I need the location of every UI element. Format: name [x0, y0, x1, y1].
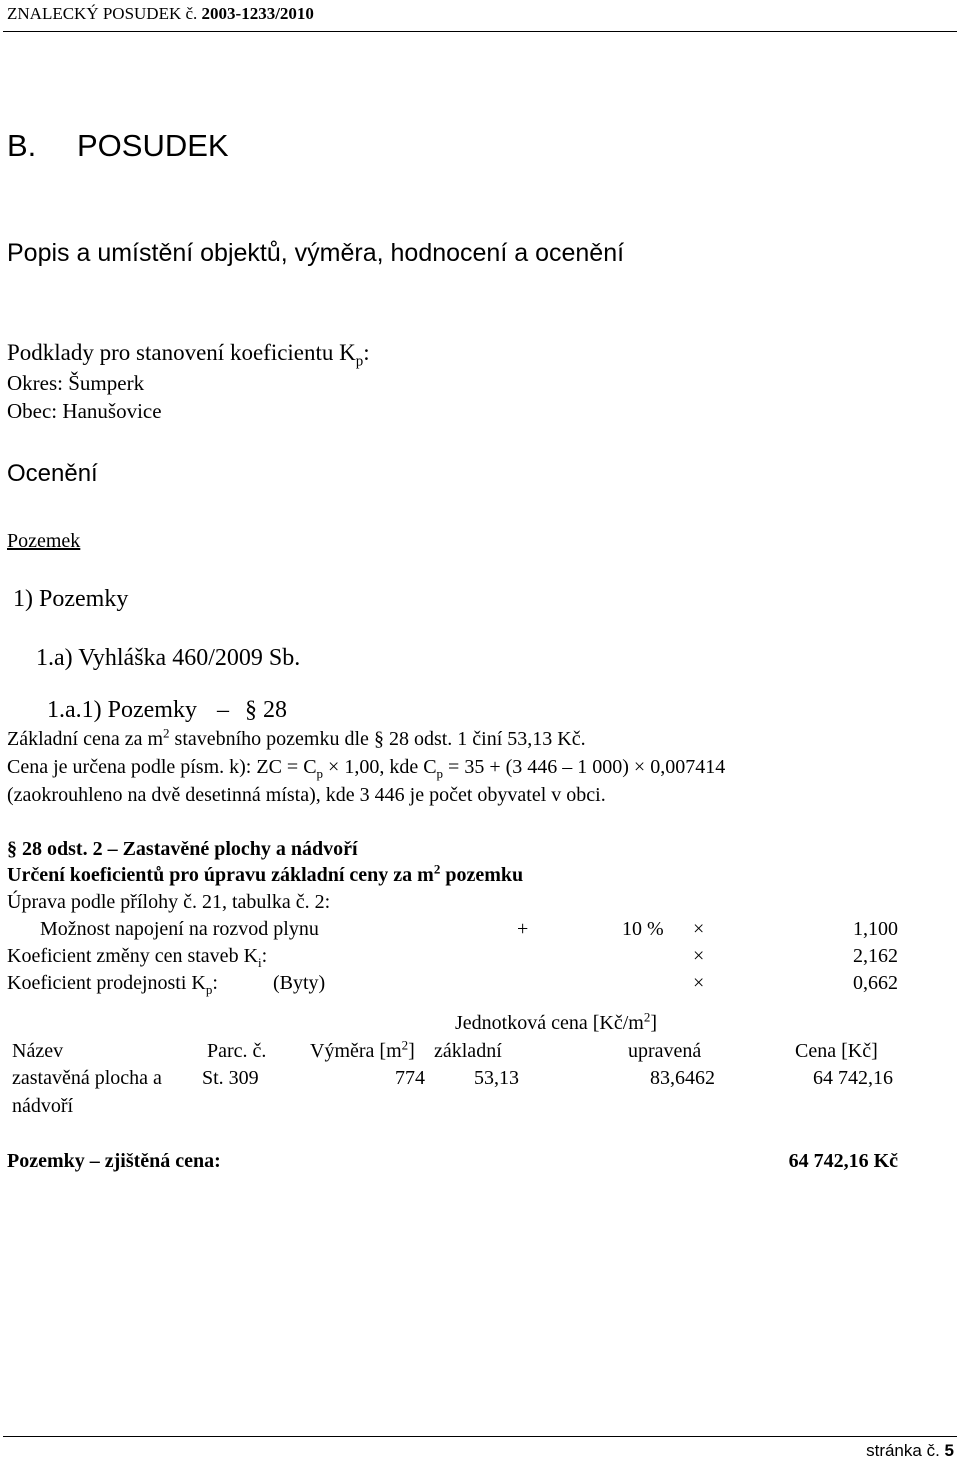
row-zakladni: 53,13	[474, 1067, 519, 1089]
row-vymera: 774	[395, 1067, 425, 1089]
section-title: POSUDEK	[77, 128, 229, 163]
col-zakladni: základní	[434, 1040, 502, 1062]
coef-label-text: Koeficient prodejnosti K	[7, 972, 206, 994]
base-price-text-b: stavebního pozemku dle	[174, 728, 369, 750]
formula-text-c: = 35 + (3 446 – 1 000) × 0,007414	[448, 756, 726, 778]
okres-value: Šumperk	[68, 371, 145, 395]
col-nazev: Název	[12, 1040, 64, 1062]
header-number: 2003-1233/2010	[201, 4, 314, 23]
item-1: 1) Pozemky	[13, 586, 129, 612]
col-vymera-b: ]	[408, 1040, 415, 1062]
item-1a1	[47, 697, 287, 724]
coef-value: 1,100	[853, 918, 898, 940]
unit-price-header	[455, 1009, 657, 1035]
coef-sign: +	[517, 918, 529, 940]
base-price-text-c: 28 odst. 1 činí 53,13 Kč.	[388, 728, 586, 750]
header-prefix: ZNALECKÝ POSUDEK č.	[7, 4, 198, 23]
okres-label: Okres:	[7, 371, 63, 395]
unit-price-header-sup: 2	[643, 1009, 651, 1025]
obec-line	[7, 399, 162, 424]
item-1a1-dash: –	[216, 697, 229, 723]
col-vymera	[310, 1037, 415, 1063]
coef-value: 2,162	[853, 945, 898, 967]
row-upravena: 83,6462	[650, 1067, 715, 1089]
obec-label: Obec:	[7, 399, 58, 423]
footer-label: stránka č.	[866, 1441, 940, 1460]
coef-label	[7, 945, 267, 968]
unit-price-header-a: Jednotková cena [Kč/m	[455, 1012, 644, 1034]
item-1a1-number: 28	[262, 697, 287, 723]
zastavene-title	[7, 838, 358, 861]
coef-title-a: Určení koeficientů pro úpravu základní ceny za m	[7, 864, 434, 886]
pozemek-link[interactable]: Pozemek	[7, 530, 81, 552]
coef-title-b: pozemku	[445, 864, 524, 886]
section-letter: B.	[7, 128, 37, 163]
coef-label-sub: i	[258, 955, 262, 970]
coef-title-sup: 2	[433, 861, 441, 877]
valuation-heading: Ocenění	[7, 460, 98, 487]
footer-rule	[3, 1436, 957, 1437]
kp-basis-title-text: Podklady pro stanovení koeficientu K	[7, 340, 356, 365]
page-header	[7, 4, 314, 24]
multiply-symbol: ×	[693, 972, 705, 994]
coef-label-suffix: :	[212, 972, 218, 994]
coef-label-sub: p	[205, 982, 213, 997]
zastavene-title-text: 28 odst. 2 – Zastavěné plochy a nádvoří	[22, 838, 358, 860]
kp-basis-title-suffix: :	[363, 340, 370, 365]
kp-basis-title-sub: p	[355, 353, 364, 370]
col-cena: Cena [Kč]	[795, 1040, 878, 1062]
page-footer	[866, 1441, 954, 1461]
header-rule	[3, 31, 957, 32]
base-price-line2	[7, 756, 725, 779]
coef-title	[7, 861, 524, 887]
row-parc: St. 309	[202, 1067, 259, 1089]
multiply-symbol: ×	[693, 918, 705, 940]
paragraph-symbol: §	[373, 728, 384, 750]
page-number: 5	[944, 1441, 954, 1460]
kp-basis-title	[7, 340, 370, 370]
paragraph-symbol: §	[7, 838, 17, 860]
base-price-line1	[7, 725, 586, 751]
formula-text-b: × 1,00, kde C	[328, 756, 437, 778]
formula-sub-1: p	[316, 766, 324, 781]
coef-label: Možnost napojení na rozvod plynu	[40, 918, 319, 940]
obec-value: Hanušovice	[62, 399, 162, 423]
row-nazev-line2: nádvoří	[12, 1095, 74, 1117]
base-price-sup: 2	[163, 725, 170, 741]
coef-percent: 10 %	[622, 918, 664, 940]
col-parc: Parc. č.	[207, 1040, 267, 1062]
section-heading	[7, 128, 229, 164]
col-upravena: upravená	[628, 1040, 702, 1062]
formula-sub-2: p	[436, 766, 444, 781]
unit-price-header-b: ]	[650, 1012, 657, 1034]
item-1a: 1.a) Vyhláška 460/2009 Sb.	[36, 645, 301, 671]
coef-value: 0,662	[853, 972, 898, 994]
coef-label	[7, 972, 218, 995]
row-cena: 64 742,16	[813, 1067, 893, 1089]
coef-label-text: Koeficient změny cen staveb K	[7, 945, 259, 967]
item-1a1-label: 1.a.1) Pozemky	[47, 697, 197, 723]
total-label: Pozemky – zjištěná cena:	[7, 1150, 221, 1172]
row-nazev-line1: zastavěná plocha a	[12, 1067, 162, 1089]
base-price-text-a: Základní cena za m	[7, 728, 164, 750]
multiply-symbol: ×	[693, 945, 705, 967]
section-subtitle: Popis a umístění objektů, výměra, hodnocení a ocenění	[7, 239, 625, 267]
uprava-line: Úprava podle přílohy č. 21, tabulka č. 2:	[7, 891, 331, 913]
total-value: 64 742,16 Kč	[788, 1150, 898, 1172]
okres-line	[7, 371, 144, 396]
formula-text-a: Cena je určena podle písm. k): ZC = C	[7, 756, 317, 778]
paragraph-symbol: §	[244, 697, 257, 723]
base-price-line3: (zaokrouhleno na dvě desetinná místa), kde 3 446 je počet obyvatel v obci.	[7, 784, 606, 806]
col-vymera-sup: 2	[401, 1037, 409, 1053]
col-vymera-a: Výměra [m	[310, 1040, 402, 1062]
coef-note: (Byty)	[273, 972, 326, 994]
coef-label-suffix: :	[261, 945, 268, 967]
